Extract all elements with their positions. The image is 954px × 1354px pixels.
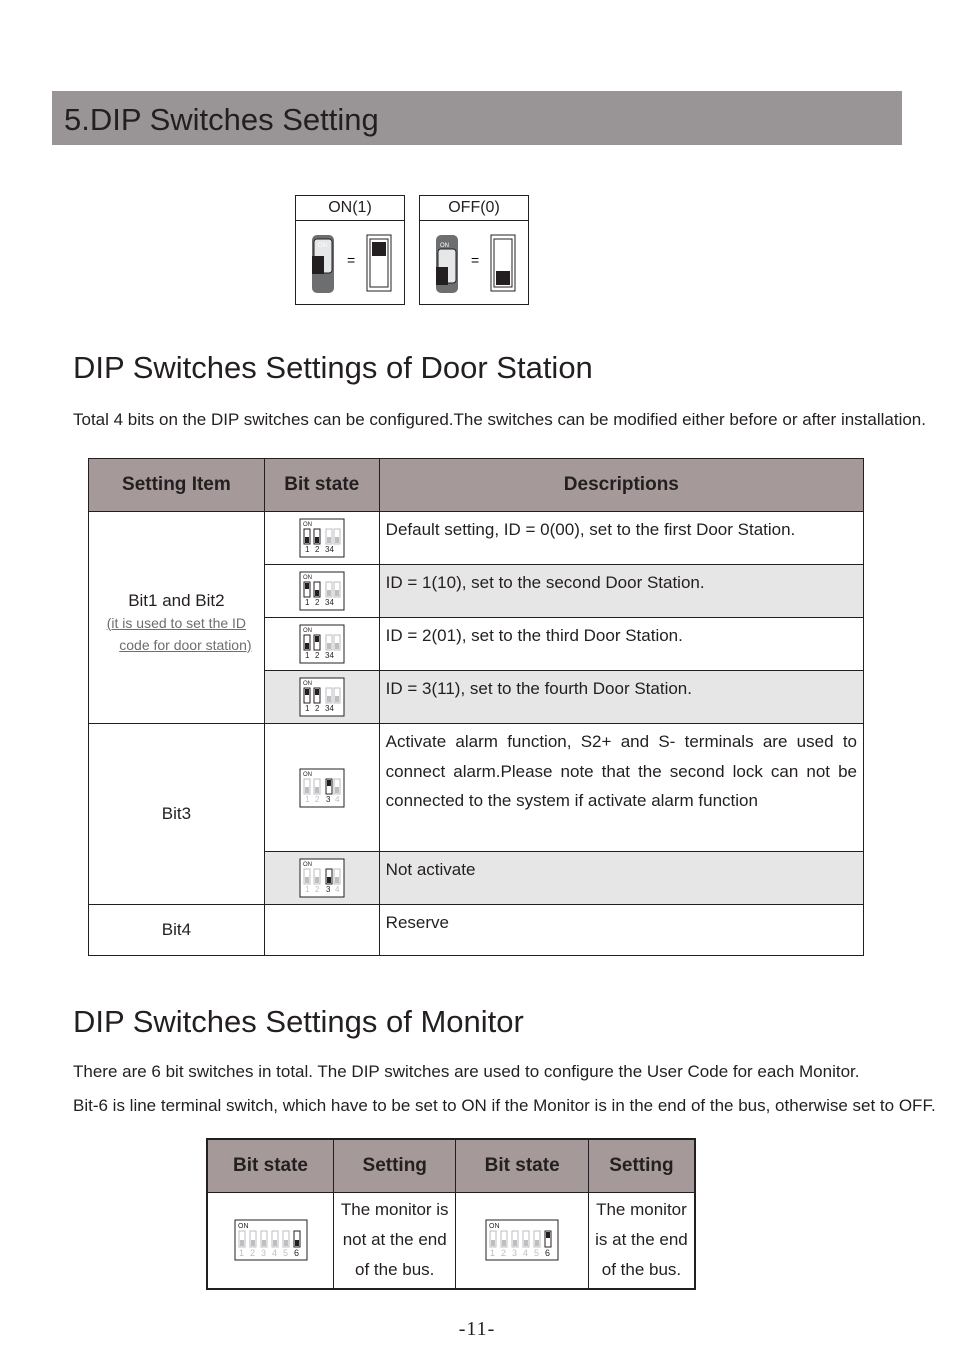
svg-text:ON: ON (318, 243, 327, 249)
dip-knob (335, 643, 339, 649)
dip-number: 5 (282, 1248, 288, 1259)
dip-switch-6-icon (234, 1219, 308, 1261)
dip-number: 34 (324, 545, 334, 554)
dip-knob (305, 689, 309, 695)
dip-knob (524, 1240, 528, 1246)
dip-number: 1 (304, 794, 310, 804)
row-description: Reserve (379, 905, 863, 956)
door-settings-table (88, 458, 864, 956)
dip-on-label: ON (302, 862, 312, 868)
dip-on-label: ON (302, 771, 312, 778)
dip-knob (315, 689, 319, 695)
dip-switch-4-icon (299, 858, 345, 898)
monitor-settings-table (206, 1138, 696, 1290)
dip-knob (327, 643, 331, 649)
dip-knob (327, 696, 331, 702)
dip-knob (315, 537, 319, 543)
row-description: ID = 2(01), set to the third Door Station. (379, 618, 863, 671)
svg-text:=: = (471, 252, 480, 268)
dip-knob (535, 1240, 539, 1246)
section-title: 5.DIP Switches Setting (64, 102, 379, 137)
dip-number: 2 (314, 598, 320, 607)
dip-number: 1 (304, 885, 310, 894)
svg-text:=: = (347, 252, 356, 268)
dip-switch-4-icon (299, 677, 345, 717)
dip4-cell (264, 618, 379, 671)
dip6-cell (456, 1193, 588, 1289)
header-descriptions: Descriptions (379, 459, 863, 512)
dip6-cell (207, 1193, 334, 1289)
dip-switch-4-icon (299, 518, 345, 558)
switch-off-illustration (420, 221, 528, 305)
dip-on-label: ON (237, 1223, 248, 1231)
group-bit3-label: Bit3 (89, 724, 265, 905)
dip-number: 4 (334, 885, 340, 894)
dip-number: 34 (324, 704, 334, 713)
dip-number: 1 (304, 704, 310, 713)
setting-not-end: The monitor is not at the end of the bus. (334, 1193, 456, 1289)
dip-knob (513, 1240, 517, 1246)
group-bit1-bit2-label: Bit1 and Bit2 (128, 590, 225, 610)
dip-knob (305, 537, 309, 543)
dip-number: 2 (249, 1248, 255, 1259)
dip-number: 2 (314, 651, 320, 660)
header-bit-state: Bit state (264, 459, 379, 512)
dip-switch-4-icon (299, 624, 345, 664)
dip-knob (327, 780, 331, 786)
switch-on-illustration (296, 221, 404, 305)
row-description: ID = 1(10), set to the second Door Station. (379, 565, 863, 618)
dip-number: 6 (293, 1248, 299, 1259)
page-number: -11- (458, 1318, 496, 1340)
dip-knob (335, 787, 339, 793)
dip-knob (315, 590, 319, 596)
dip-number: 2 (501, 1248, 507, 1259)
svg-text:ON: ON (440, 243, 449, 249)
dip-on-label: ON (302, 681, 312, 687)
dip4-cell (264, 512, 379, 565)
legend-on-label: ON(1) (296, 196, 404, 221)
dip-number: 3 (325, 885, 331, 894)
door-heading: DIP Switches Settings of Door Station (73, 350, 593, 385)
dip-knob (295, 1240, 299, 1246)
dip-knob (315, 636, 319, 642)
dip-knob (327, 590, 331, 596)
dip-number: 1 (238, 1248, 244, 1259)
monitor-intro-2: Bit-6 is line terminal switch, which have to be set to ON if the Monitor is in the end of the bus, otherwise set to OFF. (73, 1096, 936, 1115)
setting-at-end: The monitor is at the end of the bus. (588, 1193, 695, 1289)
row-description: Activate alarm function, S2+ and S- terminals are used to connect alarm.Please note that the second lock can not be connected to the system if activate alarm function (379, 724, 863, 852)
dip-knob (327, 877, 331, 883)
dip-number: 4 (271, 1248, 277, 1259)
header-setting: Setting (588, 1139, 695, 1193)
dip-knob (240, 1240, 244, 1246)
monitor-intro-1: There are 6 bit switches in total. The DIP switches are used to configure the User Code for each Monitor. (73, 1062, 860, 1081)
dip-knob (315, 877, 319, 883)
row-description: ID = 3(11), set to the fourth Door Station. (379, 671, 863, 724)
group-bit4-label: Bit4 (89, 905, 265, 956)
dip-on-label: ON (489, 1223, 500, 1231)
dip-number: 2 (314, 545, 320, 554)
dip-number: 1 (304, 651, 310, 660)
header-setting: Setting (334, 1139, 456, 1193)
dip-number: 1 (490, 1248, 496, 1259)
group-bit1-bit2 (89, 512, 265, 724)
dip4-cell (264, 565, 379, 618)
dip4-cell (264, 852, 379, 905)
dip-knob (305, 877, 309, 883)
dip-knob (305, 583, 309, 589)
dip-knob (335, 696, 339, 702)
dip-number: 1 (304, 545, 310, 554)
dip-number: 2 (314, 704, 320, 713)
dip-number: 34 (324, 651, 334, 660)
legend-on (295, 195, 405, 305)
dip-switch-6-icon (485, 1219, 559, 1261)
dip-knob (335, 590, 339, 596)
dip-knob (305, 643, 309, 649)
dip-knob (262, 1240, 266, 1246)
dip-number: 5 (534, 1248, 540, 1259)
dip-number: 4 (334, 794, 340, 804)
dip-knob (284, 1240, 288, 1246)
header-bit-state: Bit state (207, 1139, 334, 1193)
dip-number: 4 (523, 1248, 529, 1259)
dip-knob (491, 1240, 495, 1246)
monitor-heading: DIP Switches Settings of Monitor (73, 1004, 524, 1039)
dip-on-label: ON (302, 522, 312, 528)
dip-switch-4-icon (299, 768, 345, 808)
dip4-cell (264, 724, 379, 852)
header-bit-state: Bit state (456, 1139, 588, 1193)
dip-number: 34 (324, 598, 334, 607)
dip-number: 3 (512, 1248, 518, 1259)
dip-knob (335, 877, 339, 883)
dip-knob (335, 537, 339, 543)
dip-knob (315, 787, 319, 793)
dip-knob (546, 1232, 550, 1238)
dip-on-label: ON (302, 575, 312, 581)
dip-switch-4-icon (299, 571, 345, 611)
dip-number: 3 (325, 794, 331, 804)
dip-number: 6 (545, 1248, 551, 1259)
dip-on-label: ON (302, 628, 312, 634)
dip-knob (502, 1240, 506, 1246)
legend-off-label: OFF(0) (420, 196, 528, 221)
group-bit1-bit2-note: (it is used to set the ID code for door station) (106, 614, 252, 653)
dip-knob (251, 1240, 255, 1246)
dip-knob (327, 537, 331, 543)
row-description: Default setting, ID = 0(00), set to the first Door Station. (379, 512, 863, 565)
dip-number: 3 (260, 1248, 266, 1259)
legend-off (419, 195, 529, 305)
dip-knob (273, 1240, 277, 1246)
dip-knob (305, 787, 309, 793)
dip-number: 2 (314, 885, 320, 894)
door-intro: Total 4 bits on the DIP switches can be configured.The switches can be modified either before or after installation. (73, 410, 926, 429)
row-description: Not activate (379, 852, 863, 905)
header-setting-item: Setting Item (89, 459, 265, 512)
section-banner (52, 91, 902, 145)
dip-number: 2 (314, 794, 320, 804)
dip-number: 1 (304, 598, 310, 607)
dip4-cell (264, 671, 379, 724)
empty-bit-cell (264, 905, 379, 956)
